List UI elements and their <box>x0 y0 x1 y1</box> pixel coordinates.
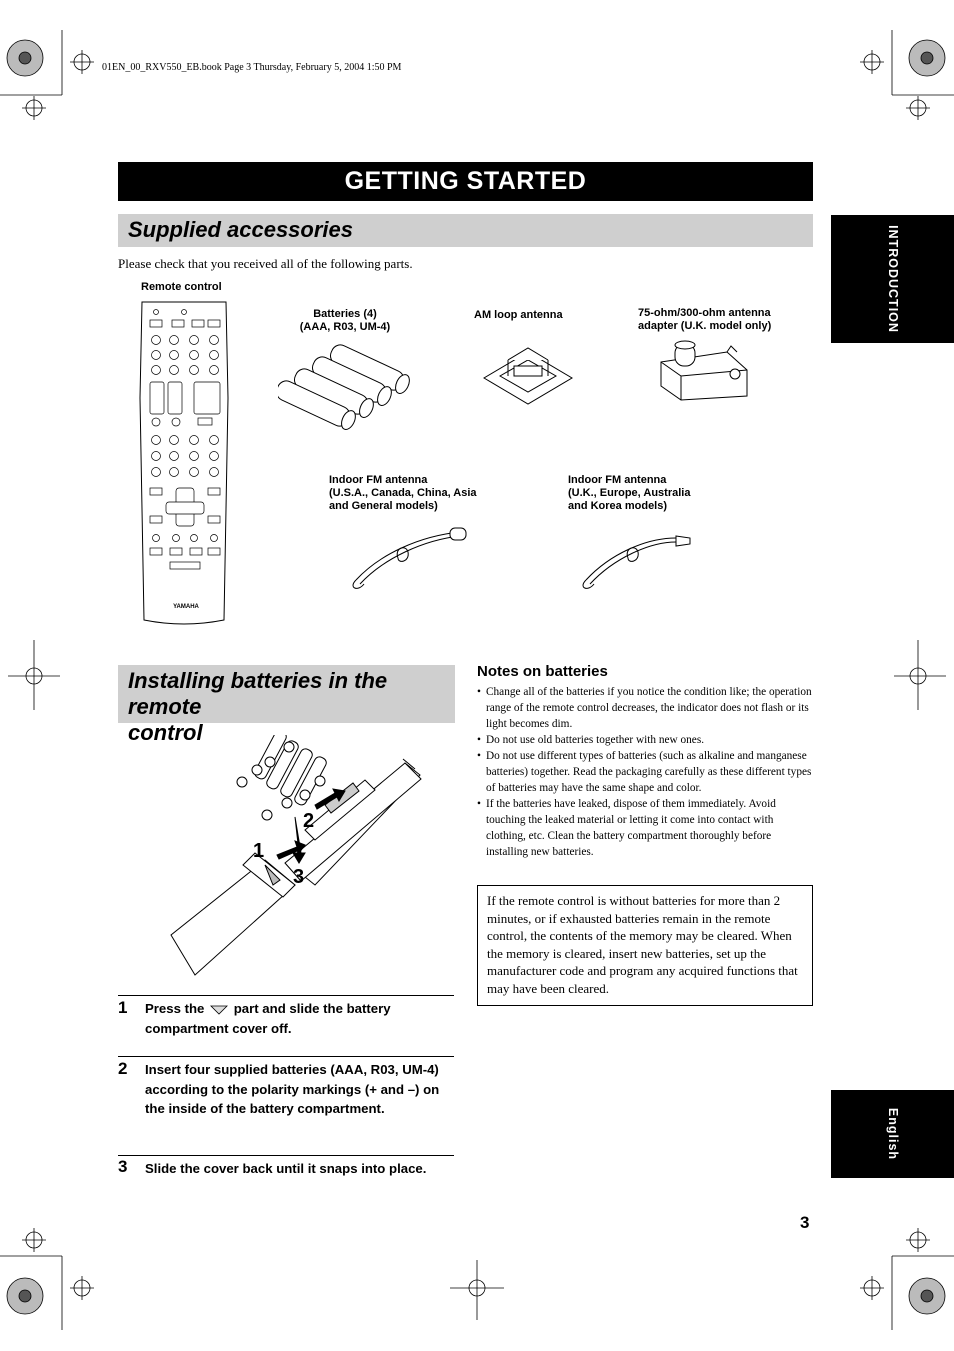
side-tab-introduction <box>831 215 954 343</box>
step-1-number: 1 <box>118 998 128 1017</box>
memory-note-box: If the remote control is without batteries for more than 2 minutes, or if exhausted batteries remain in the remote control, the contents of the memory may be cleared. When the memory is cleared, insert new batteries, set up the manufacturer code and program any acquired functions that may have been cleared. <box>477 885 813 1006</box>
page-title-bar <box>118 162 813 201</box>
fm-antenna-a-illustration <box>350 518 475 590</box>
remote-brand: YAMAHA <box>173 604 199 610</box>
am-loop-antenna-illustration <box>478 330 578 410</box>
step-1-rule <box>118 995 454 996</box>
fm-antenna-a-label: Indoor FM antenna (U.S.A., Canada, China, Asia and General models) <box>329 474 477 512</box>
list-item: • Do not use old batteries together with new ones. <box>477 732 812 748</box>
section-installing-batteries <box>118 665 455 745</box>
list-item: • Do not use different types of batteries (such as alkaline and manganese batteries) together. Read the packaging carefully as these different types of batteries may have the same shape and color. <box>477 748 812 796</box>
step-3-text: Slide the cover back until it snaps into place. <box>145 1161 427 1176</box>
page-title: GETTING STARTED <box>344 167 587 195</box>
antenna-adapter-label: 75-ohm/300-ohm antenna adapter (U.K. model only) <box>638 307 772 332</box>
list-item: • If the batteries have leaked, dispose of them immediately. Avoid touching the leaked material or letting it come into contact with clothing, etc. Clean the battery compartment thoroughly before installing new batteries. <box>477 796 812 860</box>
remote-control-illustration <box>138 298 230 628</box>
batteries-illustration <box>278 340 413 440</box>
fm-antenna-b-illustration <box>580 518 700 590</box>
step-3-number: 3 <box>118 1157 128 1176</box>
intro-text: Please check that you received all of the following parts. <box>118 256 413 271</box>
callout-1: 1 <box>253 840 265 862</box>
list-item: • Change all of the batteries if you notice the condition like; the operation range of the remote control decreases, the indicator does not flash or its light becomes dim. <box>477 684 812 732</box>
notes-list <box>477 684 812 860</box>
page-number: 3 <box>800 1213 810 1232</box>
am-loop-antenna-label: AM loop antenna <box>474 309 563 321</box>
side-tab-introduction-label: INTRODUCTION <box>885 225 900 333</box>
step-1-text: Press the part and slide the battery compartment cover off. <box>145 1001 391 1036</box>
side-tab-english-label: English <box>886 1107 900 1161</box>
battery-installation-illustration <box>165 735 430 990</box>
callout-3: 3 <box>293 866 305 888</box>
step-2-text: Insert four supplied batteries (AAA, R03, UM-4) according to the polarity markings (+ and –) on the inside of the battery compartment. <box>145 1062 440 1116</box>
step-2-rule <box>118 1056 454 1057</box>
print-header: 01EN_00_RXV550_EB.book Page 3 Thursday, February 5, 2004 1:50 PM <box>102 62 402 73</box>
step-3-rule <box>118 1155 454 1156</box>
section-heading: Installing batteries in the remote control <box>128 668 388 745</box>
section-supplied-accessories <box>118 214 813 247</box>
fm-antenna-b-label: Indoor FM antenna (U.K., Europe, Australia and Korea models) <box>568 474 691 512</box>
section-heading: Supplied accessories <box>128 217 353 242</box>
step-2-number: 2 <box>118 1059 128 1078</box>
callout-2: 2 <box>303 810 315 832</box>
remote-control-label: Remote control <box>141 281 222 293</box>
notes-heading: Notes on batteries <box>477 663 608 680</box>
triangle-down-icon <box>210 1005 228 1015</box>
batteries-label: Batteries (4) (AAA, R03, UM-4) <box>299 308 391 333</box>
antenna-adapter-illustration <box>655 340 755 402</box>
side-tab-english <box>831 1090 954 1178</box>
